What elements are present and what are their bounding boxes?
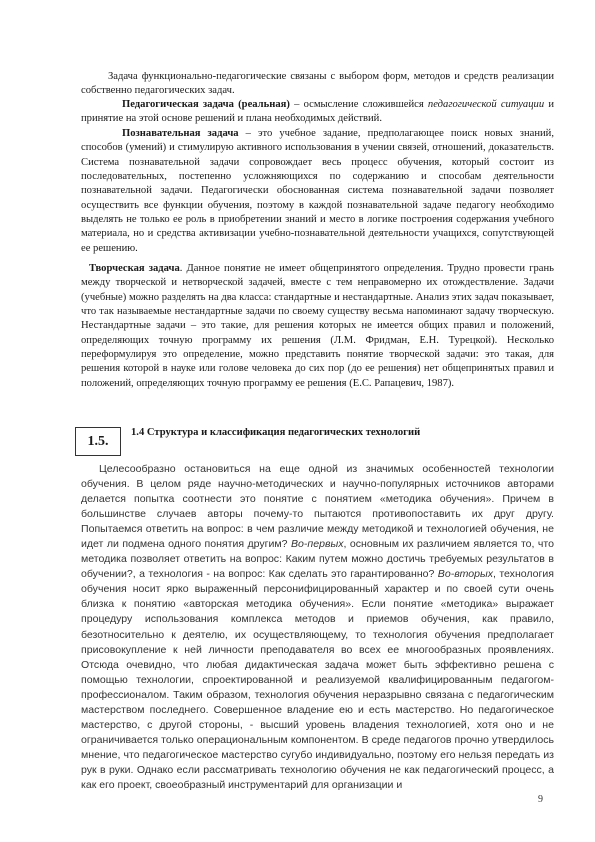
body-paragraph bbox=[81, 462, 554, 793]
section-heading: 1.4 Структура и классификация педагогических технологий bbox=[131, 427, 421, 438]
body-text: Целесообразно остановиться на еще одной из значимых особенностей технологии обучения. В целом ряде научно-методических и научно-популярных источников авторами делается попытка соотнести это понятие с понятием «методика обучения». Причем в большинстве случаев авторы почему-то пытаются противопоставить их друг другу. Попытаемся ответить на вопрос: в чем различие между методикой и технологией обучения, не идет ли подмена одного понятия другим? bbox=[81, 463, 554, 551]
paragraph-text: Задача функционально-педагогические связаны с выбором форм, методов и средств реализации собственно педагогических задач. bbox=[81, 71, 554, 97]
paragraph-text: – это учебное задание, предполагающее поиск новых знаний, способов (умений) и стимулирую активного использования в учении связей, отношений, доказательств. Система познавательной задачи сопровождает весь процесс обучения, который состоит из последовательных, постепенно усложняющихся по содержанию и способам деятельности познавательной задачи. Педагогически обоснованная система познавательной задачи позволяет осуществить все функции обучения, поэтому в каждой познавательной задаче педагогу необходимо выделять не только ее роль в приобретении знаний и место в логике построения содержания учебного материала, но и средства активизации учебно-познавательной деятельности учащихся, сопутствующей ее решению. bbox=[81, 128, 554, 254]
italic-phrase: педагогической ситуации bbox=[427, 99, 545, 110]
paragraph-pedagogical-task bbox=[81, 98, 554, 127]
paragraph-cognitive-task bbox=[81, 127, 554, 256]
paragraph-creative-task bbox=[81, 262, 554, 391]
term-cognitive-task: Познавательная задача bbox=[122, 128, 239, 139]
page-number: 9 bbox=[538, 794, 543, 805]
emphasis-second: Во-вторых bbox=[437, 568, 494, 581]
paragraph-functional-tasks bbox=[81, 70, 554, 99]
term-creative-task: Творческая задача bbox=[89, 263, 180, 274]
section-number-box: 1.5. bbox=[75, 427, 121, 456]
body-text: , основным их различием является то, что методика позволяет ответить на вопрос: Каким путем можно достичь требуемых результатов в обучении?, а технология - на вопрос: Как сделать это гарантированно? bbox=[81, 538, 555, 581]
term-pedagogical-task: Педагогическая задача (реальная) bbox=[122, 99, 290, 110]
paragraph-text: и принятие на этой основе решений и плана необходимых действий. bbox=[81, 99, 554, 125]
body-text: , технология обучения носит ярко выраженный персонифицированный характер и по своей сути очень близка к понятию «авторская методика обучения». Если понятие «методика» выражает процедуру использования комплекса методов и приемов обучения, как правило, безотносительно к деятелю, их осуществляющему, то технология обучения предполагает присовокупление к ней личности преподавателя во всех ее многообразных проявлениях. Отсюда очевидно, что любая дидактическая задача может быть эффективно решена с помощью технологии, спроектированной и реализуемой квалифицированным педагогом-профессионалом. Таким образом, технология обучения неразрывно связана с педагогическим мастерством последнего. Совершенное владение ею и есть мастерство. Но педагогическое мастерство, с другой стороны, - высший уровень владения технологией, хотя оно и не ограничивается только операциональным компонентом. В среде педагогов прочно утвердилось мнение, что педагогическое мастерство сугубо индивидуально, поэтому его нельзя передать из рук в руки. Однако если рассматривать технологию обучения не как педагогический процесс, а как его проект, своеобразный инструментарий для организации и bbox=[81, 568, 554, 791]
paragraph-text: – осмысление сложившейся bbox=[289, 99, 428, 110]
emphasis-first: Во-первых bbox=[291, 538, 344, 551]
paragraph-text: . Данное понятие не имеет общепринятого определения. Трудно провести грань между творческой и нетворческой задачей, вместе с тем неправомерно их отождествление. Задачи (учебные) можно разделять на два класса: стандартные и нестандартные. Анализ этих задач показывает, что так называемые нестандартные задачи по своему существу весьма напоминают задачу творческую. Нестандартные задачи – это такие, для решения которых не имеется общих правил и положений, определяющих точную программу их решения (Л.М. Фридман, Е.Н. Турецкой). Несколько переформулируя это определение, можно представить понятие творческой задачи: это такая, для решения которой в науке или голове человека до сих пор (до ее решения) нет общепринятых правил и положений, определяющих точную программу ее решения (Е.С. Рапацевич, 1987). bbox=[81, 263, 555, 389]
